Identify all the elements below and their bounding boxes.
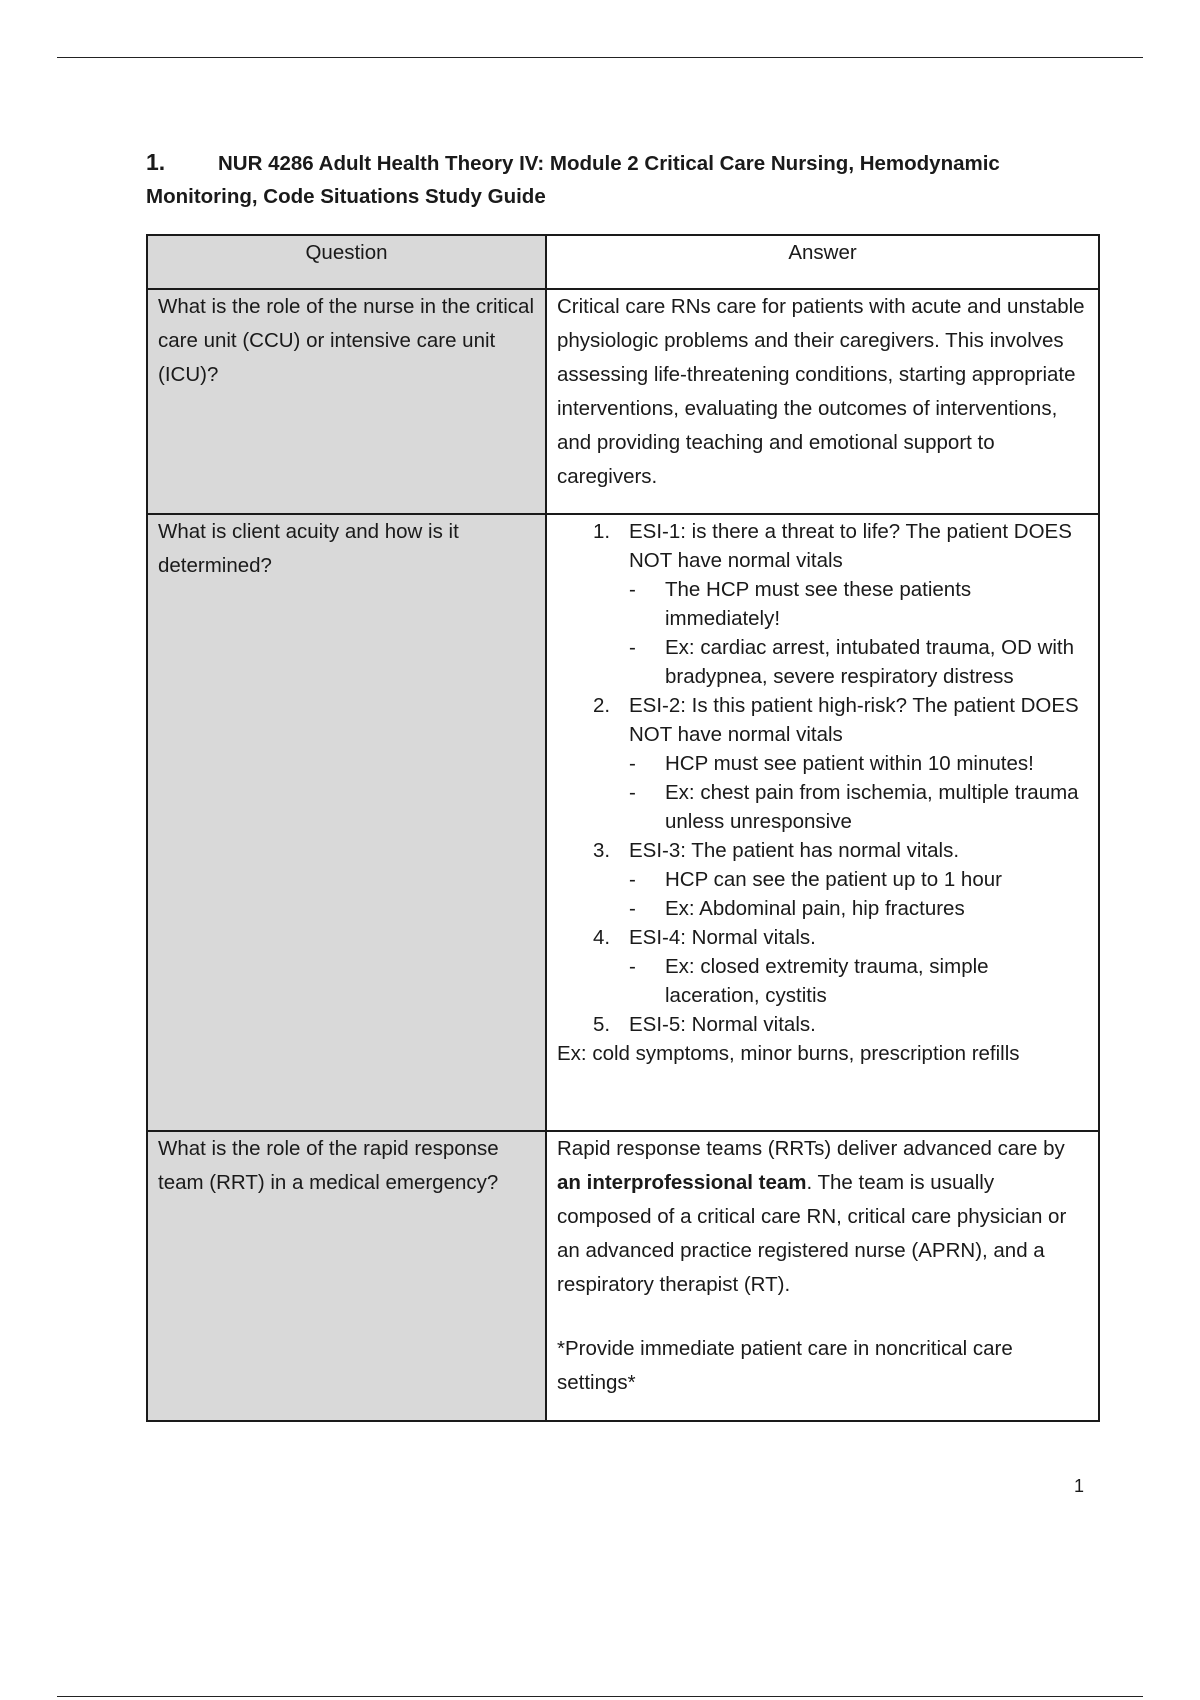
esi-tail-example: Ex: cold symptoms, minor burns, prescription refills [557,1042,1020,1065]
table-header-row [147,235,1099,289]
header-rule [57,57,1143,58]
esi-text: ESI-3: The patient has normal vitals. [629,839,960,862]
esi-level [593,836,1088,923]
esi-text: ESI-2: Is this patient high-risk? The patient DOES NOT have normal vitals [629,694,1079,746]
question-header: Question [147,235,546,289]
page-number: 1 [1074,1476,1085,1496]
esi-number: 3. [593,839,611,862]
answer-text: Critical care RNs care for patients with acute and unstable physiologic problems and their caregivers. This involves assessing life-threatening conditions, starting appropriate interventions, evaluating the outcomes of interventions, and providing teaching and emotional support to caregivers. [557,295,1085,488]
esi-subitem: - Ex: Abdominal pain, hip fractures [629,897,965,920]
question-text: What is the role of the rapid response team (RRT) in a medical emergency? [158,1137,499,1194]
esi-number: 5. [593,1013,611,1036]
esi-level [593,923,1088,1010]
title-text: NUR 4286 Adult Health Theory IV: Module 2 Critical Care Nursing, Hemodynamic Monitoring, Code Situations Study Guide [146,152,1000,208]
esi-number: 1. [593,520,611,543]
table-row [147,1131,1099,1421]
esi-sublist [629,575,1088,691]
esi-subitem: - HCP must see patient within 10 minutes! [629,752,1034,775]
question-text: What is client acuity and how is it determined? [158,520,459,577]
answer-text: Rapid response teams (RRTs) deliver advanced care by an interprofessional team. The team is usually composed of a critical care RN, critical care physician or an advanced practice registered nurse (APRN), and a respiratory therapist (RT). [557,1137,1067,1296]
esi-sublist [629,749,1088,836]
esi-subitem: - The HCP must see these patients immediately! [629,578,972,630]
answer-cell [546,289,1099,514]
esi-list [557,517,1088,1039]
esi-text: ESI-5: Normal vitals. [629,1013,816,1036]
esi-text: ESI-4: Normal vitals. [629,926,816,949]
table-row [147,514,1099,1131]
answer-emphasis: an interprofessional team [557,1171,807,1194]
footer-rule [57,1696,1143,1697]
question-cell [147,514,546,1131]
answer-note: *Provide immediate patient care in noncritical care settings* [557,1337,1013,1394]
esi-number: 4. [593,926,611,949]
esi-number: 2. [593,694,611,717]
answer-cell [546,1131,1099,1421]
document-title [146,146,1106,213]
question-text: What is the role of the nurse in the critical care unit (CCU) or intensive care unit (ICU)? [158,295,535,386]
esi-sublist [629,865,1088,923]
esi-level [593,691,1088,836]
question-cell [147,289,546,514]
esi-subitem: - Ex: chest pain from ischemia, multiple trauma unless unresponsive [629,781,1079,833]
esi-subitem: - Ex: closed extremity trauma, simple laceration, cystitis [629,955,989,1007]
study-guide-table [146,234,1100,1422]
esi-level [593,1010,1088,1039]
esi-subitem: - HCP can see the patient up to 1 hour [629,868,1002,891]
esi-subitem: - Ex: cardiac arrest, intubated trauma, OD with bradypnea, severe respiratory distress [629,636,1075,688]
answer-header: Answer [546,235,1099,289]
esi-level [593,517,1088,691]
esi-text: ESI-1: is there a threat to life? The patient DOES NOT have normal vitals [629,520,1072,572]
table-row [147,289,1099,514]
question-cell [147,1131,546,1421]
answer-cell [546,514,1099,1131]
esi-sublist [629,952,1088,1010]
title-number: 1. [146,149,166,175]
